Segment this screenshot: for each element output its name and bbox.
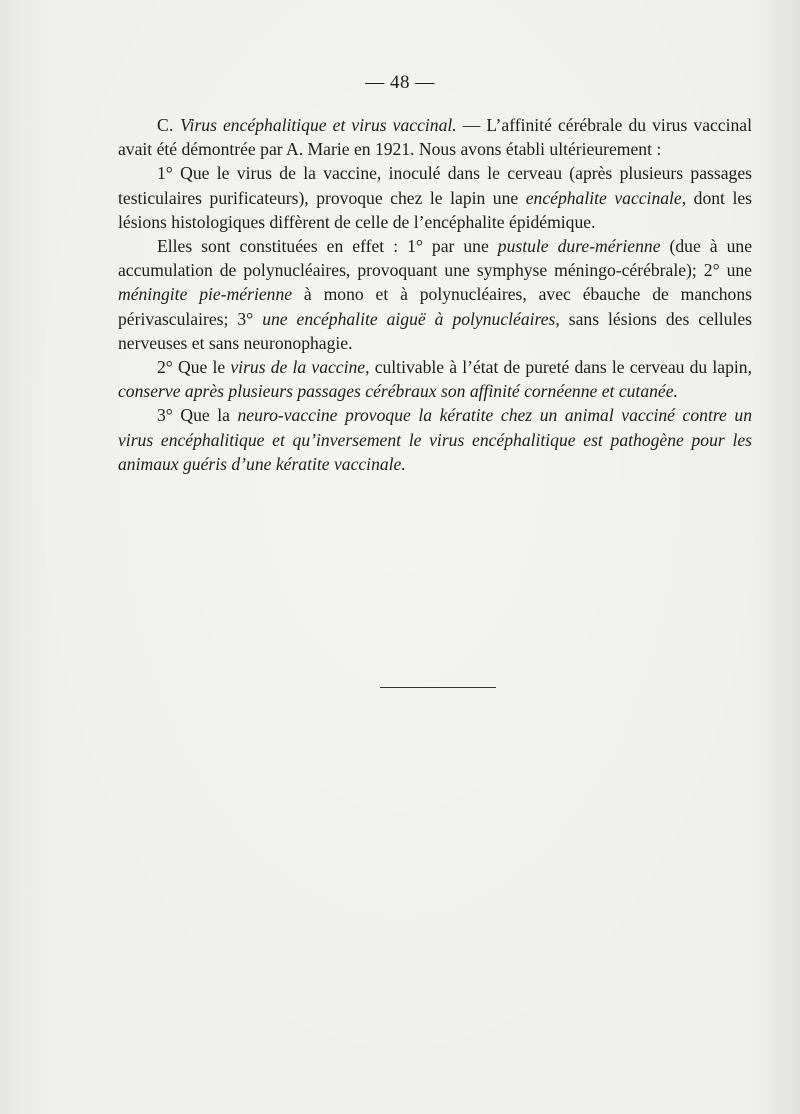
paragraph-text: sans lésions des cellules nerveuses et sans neuronophagie. (118, 308, 753, 353)
paragraph-section-c (118, 113, 752, 161)
italic-term: pustule dure-mérienne (497, 236, 661, 257)
italic-term: virus de la vaccine, (230, 357, 370, 378)
paragraph-text: cultivable à l’état de pureté dans le cerveau du lapin, (369, 357, 752, 378)
italic-term: une encéphalite aiguë à polynucléaires, (262, 308, 560, 329)
paragraph-text: 1° Que le virus de la vaccine, inoculé dans le cerveau (après plusieurs passages testiculaires purificateurs), provoque chez le lapin une (118, 163, 752, 208)
paragraph-text: — L’affinité cérébrale du virus vaccinal avait été démontrée par A. Marie en 1921. Nous avons établi ultérieurement : (118, 115, 752, 160)
paragraph-text: 3° Que la (157, 405, 238, 426)
italic-term: conserve après plusieurs passages cérébraux son affinité cornéenne et cutanée. (118, 381, 678, 402)
paragraph-text: dont les lésions histologiques diffèrent de celle de l’encéphalite épidémique. (118, 187, 752, 232)
italic-term: méningite pie-mérienne (118, 284, 293, 305)
paragraph-text: Elles sont constituées en effet : 1° par une (157, 236, 498, 257)
paragraph-point-1 (118, 161, 752, 234)
paragraph-point-2 (118, 355, 752, 403)
paragraph-text: (due à une accumulation de polynucléaires, provoquant une symphyse méningo-cérébrale); 2° une (118, 236, 753, 281)
italic-term: encéphalite vaccinale, (525, 187, 687, 208)
section-title: Virus encéphalitique et virus vaccinal. (180, 115, 457, 135)
paragraph-text: à mono et à polynucléaires, avec ébauche de manchons périvasculaires; 3° (118, 284, 752, 329)
section-end-rule (380, 687, 496, 688)
italic-term: neuro-vaccine provoque la kératite chez un animal vacciné contre un virus encéphalitique et qu’inversement le virus encéphalitique est pathogène pour les animaux guéris d’une kératite vaccinale. (118, 405, 752, 474)
section-letter: C. (157, 115, 181, 135)
page-number: — 48 — (365, 72, 435, 93)
paragraph-point-3 (118, 403, 752, 476)
body-text (118, 113, 752, 476)
paragraph-text: 2° Que le (157, 357, 231, 378)
paragraph-lesions (118, 234, 752, 355)
